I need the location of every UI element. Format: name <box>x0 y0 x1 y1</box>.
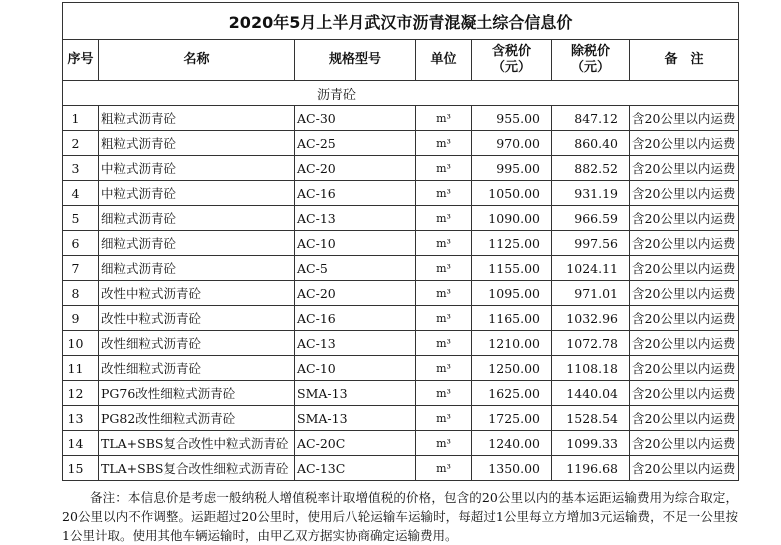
row-unit: m³ <box>416 206 472 231</box>
row-note: 含20公里以内运费 <box>630 431 739 456</box>
row-note: 含20公里以内运费 <box>630 256 739 281</box>
row-ex-tax-price: 1108.18 <box>552 356 630 381</box>
row-name: TLA+SBS复合改性中粒式沥青砼 <box>99 431 295 456</box>
header-unit: 单位 <box>416 40 472 81</box>
row-unit: m³ <box>416 406 472 431</box>
row-tax-price: 1250.00 <box>472 356 552 381</box>
row-name: 粗粒式沥青砼 <box>99 106 295 131</box>
row-ex-tax-price: 971.01 <box>552 281 630 306</box>
row-name: 改性细粒式沥青砼 <box>99 356 295 381</box>
row-index: 1 <box>63 106 99 131</box>
row-unit: m³ <box>416 431 472 456</box>
table-row <box>63 456 739 481</box>
row-spec: AC-13 <box>295 331 416 356</box>
row-note: 含20公里以内运费 <box>630 206 739 231</box>
row-index: 14 <box>63 431 99 456</box>
row-name: 细粒式沥青砼 <box>99 256 295 281</box>
row-unit: m³ <box>416 456 472 481</box>
row-note: 含20公里以内运费 <box>630 181 739 206</box>
row-index: 13 <box>63 406 99 431</box>
row-spec: AC-25 <box>295 131 416 156</box>
row-name: 中粒式沥青砼 <box>99 156 295 181</box>
row-index: 9 <box>63 306 99 331</box>
row-spec: AC-10 <box>295 356 416 381</box>
row-spec: AC-30 <box>295 106 416 131</box>
row-ex-tax-price: 1032.96 <box>552 306 630 331</box>
row-index: 10 <box>63 331 99 356</box>
row-unit: m³ <box>416 306 472 331</box>
table-row <box>63 281 739 306</box>
row-tax-price: 1210.00 <box>472 331 552 356</box>
row-spec: AC-20C <box>295 431 416 456</box>
row-unit: m³ <box>416 156 472 181</box>
row-ex-tax-price: 1099.33 <box>552 431 630 456</box>
row-tax-price: 1090.00 <box>472 206 552 231</box>
row-spec: AC-16 <box>295 181 416 206</box>
header-note: 备 注 <box>630 40 739 81</box>
header-row <box>63 40 739 81</box>
row-ex-tax-price: 1528.54 <box>552 406 630 431</box>
row-ex-tax-price: 1072.78 <box>552 331 630 356</box>
row-tax-price: 1240.00 <box>472 431 552 456</box>
row-tax-price: 1125.00 <box>472 231 552 256</box>
table-row <box>63 431 739 456</box>
row-name: 改性中粒式沥青砼 <box>99 306 295 331</box>
table-row <box>63 306 739 331</box>
table-row <box>63 356 739 381</box>
row-tax-price: 970.00 <box>472 131 552 156</box>
row-spec: SMA-13 <box>295 406 416 431</box>
row-spec: AC-13C <box>295 456 416 481</box>
row-tax-price: 1350.00 <box>472 456 552 481</box>
price-sheet <box>62 2 738 481</box>
header-ex-tax-price: 除税价 （元） <box>552 40 630 81</box>
row-ex-tax-price: 847.12 <box>552 106 630 131</box>
row-note: 含20公里以内运费 <box>630 156 739 181</box>
row-note: 含20公里以内运费 <box>630 106 739 131</box>
row-index: 15 <box>63 456 99 481</box>
row-tax-price: 1625.00 <box>472 381 552 406</box>
row-ex-tax-price: 966.59 <box>552 206 630 231</box>
row-ex-tax-price: 1440.04 <box>552 381 630 406</box>
category-row <box>63 81 739 106</box>
header-spec: 规格型号 <box>295 40 416 81</box>
row-tax-price: 1095.00 <box>472 281 552 306</box>
table-row <box>63 231 739 256</box>
row-unit: m³ <box>416 231 472 256</box>
row-unit: m³ <box>416 181 472 206</box>
footnote: 备注：本信息价是考虑一般纳税人增值税率计取增值税的价格，包含的20公里以内的基本运距运输费用为综合取定，20公里以内不作调整。运距超过20公里时，使用后八轮运输车运输时，每超过1公里每立方增加3元运输费，不足一公里按1公里计取。使用其他车辆运输时，由甲乙双方据实协商确定运输费用。 <box>62 490 738 543</box>
row-spec: AC-20 <box>295 281 416 306</box>
row-index: 4 <box>63 181 99 206</box>
row-note: 含20公里以内运费 <box>630 306 739 331</box>
table-row <box>63 381 739 406</box>
row-ex-tax-price: 1196.68 <box>552 456 630 481</box>
price-table <box>62 2 739 481</box>
row-unit: m³ <box>416 281 472 306</box>
row-ex-tax-price: 997.56 <box>552 231 630 256</box>
header-idx: 序号 <box>63 40 99 81</box>
row-index: 7 <box>63 256 99 281</box>
header-name: 名称 <box>99 40 295 81</box>
row-ex-tax-price: 860.40 <box>552 131 630 156</box>
table-row <box>63 131 739 156</box>
row-index: 6 <box>63 231 99 256</box>
row-name: PG82改性细粒式沥青砼 <box>99 406 295 431</box>
row-index: 2 <box>63 131 99 156</box>
row-spec: AC-10 <box>295 231 416 256</box>
row-note: 含20公里以内运费 <box>630 406 739 431</box>
row-note: 含20公里以内运费 <box>630 131 739 156</box>
row-name: 改性细粒式沥青砼 <box>99 331 295 356</box>
table-row <box>63 156 739 181</box>
row-spec: AC-20 <box>295 156 416 181</box>
row-name: 中粒式沥青砼 <box>99 181 295 206</box>
row-spec: AC-13 <box>295 206 416 231</box>
table-row <box>63 106 739 131</box>
row-note: 含20公里以内运费 <box>630 456 739 481</box>
row-ex-tax-price: 931.19 <box>552 181 630 206</box>
row-name: PG76改性细粒式沥青砼 <box>99 381 295 406</box>
table-row <box>63 406 739 431</box>
row-tax-price: 1050.00 <box>472 181 552 206</box>
row-name: TLA+SBS复合改性细粒式沥青砼 <box>99 456 295 481</box>
header-tax-price: 含税价 （元） <box>472 40 552 81</box>
row-unit: m³ <box>416 381 472 406</box>
row-tax-price: 995.00 <box>472 156 552 181</box>
row-ex-tax-price: 882.52 <box>552 156 630 181</box>
row-note: 含20公里以内运费 <box>630 381 739 406</box>
row-unit: m³ <box>416 106 472 131</box>
row-unit: m³ <box>416 331 472 356</box>
row-spec: AC-5 <box>295 256 416 281</box>
row-name: 粗粒式沥青砼 <box>99 131 295 156</box>
row-tax-price: 1725.00 <box>472 406 552 431</box>
row-note: 含20公里以内运费 <box>630 331 739 356</box>
row-index: 5 <box>63 206 99 231</box>
row-note: 含20公里以内运费 <box>630 356 739 381</box>
row-spec: AC-16 <box>295 306 416 331</box>
row-index: 11 <box>63 356 99 381</box>
table-row <box>63 256 739 281</box>
row-note: 含20公里以内运费 <box>630 231 739 256</box>
row-ex-tax-price: 1024.11 <box>552 256 630 281</box>
row-index: 3 <box>63 156 99 181</box>
table-title: 2020年5月上半月武汉市沥青混凝土综合信息价 <box>63 3 739 40</box>
row-index: 12 <box>63 381 99 406</box>
row-tax-price: 1165.00 <box>472 306 552 331</box>
category-label: 沥青砼 <box>63 81 739 106</box>
row-note: 含20公里以内运费 <box>630 281 739 306</box>
row-unit: m³ <box>416 131 472 156</box>
table-row <box>63 181 739 206</box>
row-name: 细粒式沥青砼 <box>99 231 295 256</box>
table-row <box>63 331 739 356</box>
row-index: 8 <box>63 281 99 306</box>
row-unit: m³ <box>416 356 472 381</box>
row-tax-price: 955.00 <box>472 106 552 131</box>
row-spec: SMA-13 <box>295 381 416 406</box>
row-name: 细粒式沥青砼 <box>99 206 295 231</box>
table-row <box>63 206 739 231</box>
row-tax-price: 1155.00 <box>472 256 552 281</box>
row-unit: m³ <box>416 256 472 281</box>
row-name: 改性中粒式沥青砼 <box>99 281 295 306</box>
